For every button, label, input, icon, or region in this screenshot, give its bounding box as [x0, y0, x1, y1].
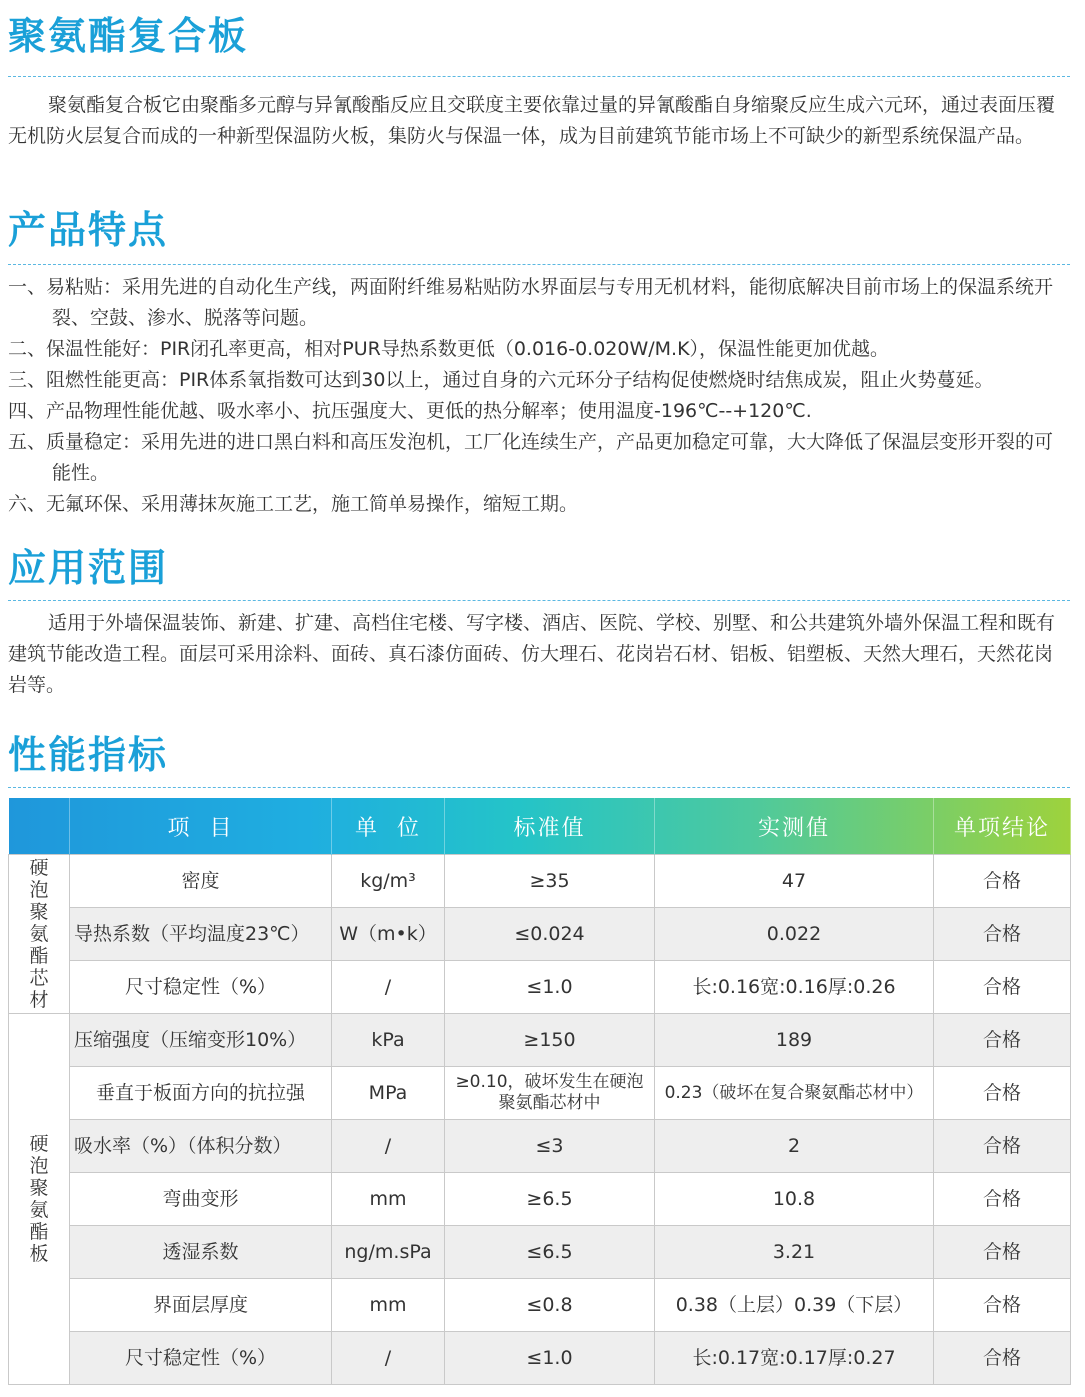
unit-cell: mm	[332, 1173, 445, 1226]
performance-table	[8, 798, 1071, 1385]
table-row	[9, 1279, 1071, 1332]
features-title: 产品特点	[8, 208, 169, 252]
feature-item: 六、无氟环保、采用薄抹灰施工工艺，施工简单易操作，缩短工期。	[8, 493, 579, 515]
result-cell: 合格	[934, 1226, 1071, 1279]
intro-title: 聚氨酯复合板	[8, 14, 249, 58]
result-cell: 合格	[934, 1173, 1071, 1226]
header-cell: 单项结论	[934, 798, 1071, 855]
result-cell: 合格	[934, 1279, 1071, 1332]
unit-cell: kPa	[332, 1014, 445, 1067]
unit-cell: /	[332, 961, 445, 1014]
result-cell: 合格	[934, 961, 1071, 1014]
table-row	[9, 855, 1071, 908]
item-cell: 透湿系数	[70, 1226, 332, 1279]
features-list	[8, 272, 1070, 520]
measured-cell: 3.21	[655, 1226, 934, 1279]
item-cell: 弯曲变形	[70, 1173, 332, 1226]
application-paragraph: 适用于外墙保温装饰、新建、扩建、高档住宅楼、写字楼、酒店、医院、学校、别墅、和公共建筑外墙外保温工程和既有建筑节能改造工程。面层可采用涂料、面砖、真石漆仿面砖、仿大理石、花岗岩石材、铝板、铝塑板、天然大理石，天然花岗岩等。	[8, 612, 1056, 696]
standard-cell: ≤1.0	[445, 1332, 655, 1385]
feature-item: 五、质量稳定：采用先进的进口黑白料和高压发泡机，工厂化连续生产，产品更加稳定可靠，大大降低了保温层变形开裂的可能性。	[8, 431, 1054, 484]
standard-cell: ≤0.024	[445, 908, 655, 961]
application-divider	[8, 600, 1070, 601]
measured-cell: 2	[655, 1120, 934, 1173]
header-cell-blank	[9, 798, 70, 855]
standard-cell: ≥0.10，破坏发生在硬泡聚氨酯芯材中	[445, 1067, 655, 1120]
header-cell: 单 位	[332, 798, 445, 855]
standard-cell: ≥150	[445, 1014, 655, 1067]
item-cell: 垂直于板面方向的抗拉强	[70, 1067, 332, 1120]
table-row	[9, 1173, 1071, 1226]
item-cell: 压缩强度（压缩变形10%）	[70, 1014, 332, 1067]
unit-cell: MPa	[332, 1067, 445, 1120]
table-row	[9, 908, 1071, 961]
measured-cell: 10.8	[655, 1173, 934, 1226]
application-title: 应用范围	[8, 546, 169, 590]
result-cell: 合格	[934, 908, 1071, 961]
table-row	[9, 1067, 1071, 1120]
group-label-core: 硬泡聚氨酯芯材	[9, 855, 70, 1014]
group-label-board: 硬泡聚氨酯板	[9, 1014, 70, 1385]
standard-cell: ≤0.8	[445, 1279, 655, 1332]
unit-cell: kg/m³	[332, 855, 445, 908]
intro-divider	[8, 76, 1070, 77]
feature-item: 一、易粘贴：采用先进的自动化生产线，两面附纤维易粘贴防水界面层与专用无机材料，能彻底解决目前市场上的保温系统开裂、空鼓、渗水、脱落等问题。	[8, 276, 1054, 329]
unit-cell: /	[332, 1332, 445, 1385]
measured-cell: 长:0.17宽:0.17厚:0.27	[655, 1332, 934, 1385]
standard-cell: ≥6.5	[445, 1173, 655, 1226]
item-cell: 密度	[70, 855, 332, 908]
features-divider	[8, 264, 1070, 265]
unit-cell: W（m•k）	[332, 908, 445, 961]
standard-cell: ≥35	[445, 855, 655, 908]
feature-item: 二、保温性能好：PIR闭孔率更高，相对PUR导热系数更低（0.016-0.020W/M.K），保温性能更加优越。	[8, 338, 890, 360]
result-cell: 合格	[934, 1067, 1071, 1120]
item-cell: 尺寸稳定性（%）	[70, 961, 332, 1014]
header-cell: 实测值	[655, 798, 934, 855]
table-row	[9, 1120, 1071, 1173]
unit-cell: mm	[332, 1279, 445, 1332]
standard-cell: ≤3	[445, 1120, 655, 1173]
header-cell: 项 目	[70, 798, 332, 855]
intro-paragraph: 聚氨酯复合板它由聚酯多元醇与异氰酸酯反应且交联度主要依靠过量的异氰酸酯自身缩聚反应生成六元环，通过表面压覆无机防火层复合而成的一种新型保温防火板，集防火与保温一体，成为目前建筑节能市场上不可缺少的新型系统保温产品。	[8, 94, 1056, 147]
item-cell: 尺寸稳定性（%）	[70, 1332, 332, 1385]
feature-item: 四、产品物理性能优越、吸水率小、抗压强度大、更低的热分解率；使用温度-196℃--+120℃.	[8, 400, 812, 422]
result-cell: 合格	[934, 1014, 1071, 1067]
result-cell: 合格	[934, 855, 1071, 908]
feature-item: 三、阻燃性能更高：PIR体系氧指数可达到30以上，通过自身的六元环分子结构促使燃烧时结焦成炭，阻止火势蔓延。	[8, 369, 994, 391]
measured-cell: 长:0.16宽:0.16厚:0.26	[655, 961, 934, 1014]
standard-cell: ≤6.5	[445, 1226, 655, 1279]
measured-cell: 0.022	[655, 908, 934, 961]
header-cell: 标准值	[445, 798, 655, 855]
standard-cell: ≤1.0	[445, 961, 655, 1014]
result-cell: 合格	[934, 1120, 1071, 1173]
table-row	[9, 1014, 1071, 1067]
performance-divider	[8, 787, 1070, 788]
table-row	[9, 1332, 1071, 1385]
measured-cell: 189	[655, 1014, 934, 1067]
performance-title: 性能指标	[8, 733, 169, 777]
item-cell: 导热系数（平均温度23℃）	[70, 908, 332, 961]
measured-cell: 47	[655, 855, 934, 908]
measured-cell: 0.23（破坏在复合聚氨酯芯材中）	[655, 1067, 934, 1120]
result-cell: 合格	[934, 1332, 1071, 1385]
unit-cell: /	[332, 1120, 445, 1173]
measured-cell: 0.38（上层）0.39（下层）	[655, 1279, 934, 1332]
unit-cell: ng/m.sPa	[332, 1226, 445, 1279]
item-cell: 界面层厚度	[70, 1279, 332, 1332]
item-cell: 吸水率（%）（体积分数）	[70, 1120, 332, 1173]
table-row	[9, 961, 1071, 1014]
table-row	[9, 1226, 1071, 1279]
table-header-row	[9, 798, 1071, 855]
